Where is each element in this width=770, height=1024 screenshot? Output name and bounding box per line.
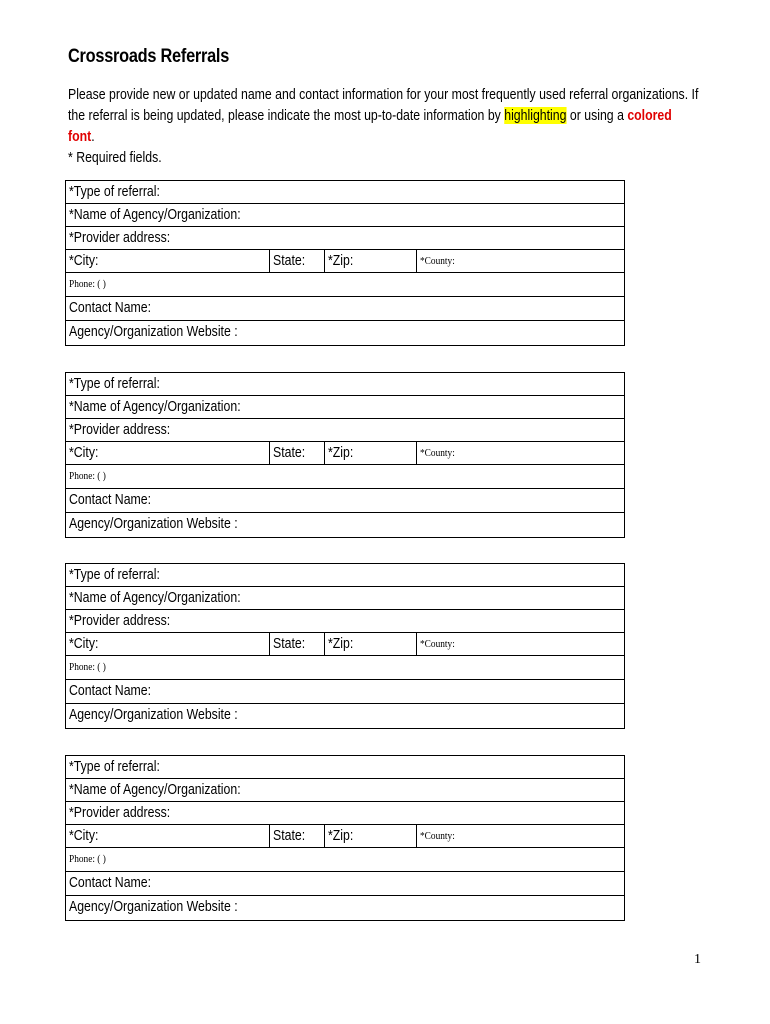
county-field[interactable] <box>416 825 624 847</box>
agency-name-label: *Name of Agency/Organization: <box>69 589 241 606</box>
website-label: Agency/Organization Website : <box>69 323 238 340</box>
county-field[interactable] <box>416 250 624 272</box>
contact-name-label: Contact Name: <box>69 491 152 508</box>
agency-name-row[interactable] <box>66 587 624 610</box>
phone-label: Phone: ( ) <box>69 853 106 865</box>
zip-field[interactable] <box>324 633 416 655</box>
provider-address-label: *Provider address: <box>69 612 171 629</box>
provider-address-label: *Provider address: <box>69 804 171 821</box>
agency-name-label: *Name of Agency/Organization: <box>69 206 241 223</box>
type-of-referral-label: *Type of referral: <box>69 566 160 583</box>
city-label: *City: <box>69 635 99 652</box>
city-label: *City: <box>69 444 99 461</box>
referral-entry-form <box>65 563 625 729</box>
type-of-referral-row[interactable] <box>66 181 624 204</box>
phone-row[interactable] <box>66 848 624 872</box>
instructions-line-2 <box>68 105 672 126</box>
contact-name-label: Contact Name: <box>69 682 152 699</box>
provider-address-row[interactable] <box>66 610 624 633</box>
state-field[interactable] <box>269 442 324 464</box>
county-label: *County: <box>420 255 455 267</box>
zip-label: *Zip: <box>328 444 354 461</box>
website-row[interactable] <box>66 704 624 728</box>
provider-address-label: *Provider address: <box>69 229 171 246</box>
state-label: State: <box>273 444 306 461</box>
state-label: State: <box>273 827 306 844</box>
agency-name-row[interactable] <box>66 396 624 419</box>
type-of-referral-row[interactable] <box>66 756 624 779</box>
colored-font-example-2: font <box>68 128 92 145</box>
city-field[interactable] <box>66 442 269 464</box>
city-field[interactable] <box>66 633 269 655</box>
contact-name-label: Contact Name: <box>69 874 152 891</box>
city-label: *City: <box>69 252 99 269</box>
instructions <box>68 84 699 168</box>
phone-label: Phone: ( ) <box>69 661 106 673</box>
contact-name-row[interactable] <box>66 489 624 513</box>
website-label: Agency/Organization Website : <box>69 706 238 723</box>
website-row[interactable] <box>66 321 624 345</box>
state-label: State: <box>273 635 306 652</box>
city-state-zip-row <box>66 633 624 656</box>
provider-address-label: *Provider address: <box>69 421 171 438</box>
type-of-referral-row[interactable] <box>66 564 624 587</box>
highlighting-example: highlighting <box>504 107 567 124</box>
city-field[interactable] <box>66 250 269 272</box>
state-field[interactable] <box>269 633 324 655</box>
county-label: *County: <box>420 638 455 650</box>
county-field[interactable] <box>416 633 624 655</box>
referral-entry-form <box>65 372 625 538</box>
instructions-line-1: Please provide new or updated name and contact information for your most frequently used referral organizations. If <box>68 86 699 103</box>
agency-name-label: *Name of Agency/Organization: <box>69 398 241 415</box>
agency-name-row[interactable] <box>66 779 624 802</box>
phone-label: Phone: ( ) <box>69 278 106 290</box>
zip-field[interactable] <box>324 442 416 464</box>
page-number: 1 <box>694 952 701 967</box>
website-label: Agency/Organization Website : <box>69 898 238 915</box>
phone-label: Phone: ( ) <box>69 470 106 482</box>
contact-name-row[interactable] <box>66 872 624 896</box>
instructions-line-3 <box>68 126 658 147</box>
contact-name-row[interactable] <box>66 297 624 321</box>
website-row[interactable] <box>66 513 624 537</box>
phone-row[interactable] <box>66 656 624 680</box>
agency-name-row[interactable] <box>66 204 624 227</box>
type-of-referral-label: *Type of referral: <box>69 758 160 775</box>
state-field[interactable] <box>269 825 324 847</box>
city-state-zip-row <box>66 442 624 465</box>
contact-name-label: Contact Name: <box>69 299 152 316</box>
page-title: Crossroads Referrals <box>68 46 230 67</box>
contact-name-row[interactable] <box>66 680 624 704</box>
zip-field[interactable] <box>324 250 416 272</box>
type-of-referral-row[interactable] <box>66 373 624 396</box>
city-label: *City: <box>69 827 99 844</box>
city-state-zip-row <box>66 250 624 273</box>
county-label: *County: <box>420 447 455 459</box>
required-fields-note: * Required fields. <box>68 149 162 166</box>
colored-font-example: colored <box>627 107 672 124</box>
county-label: *County: <box>420 830 455 842</box>
website-label: Agency/Organization Website : <box>69 515 238 532</box>
phone-row[interactable] <box>66 273 624 297</box>
type-of-referral-label: *Type of referral: <box>69 183 160 200</box>
county-field[interactable] <box>416 442 624 464</box>
instructions-text: . <box>91 128 95 145</box>
provider-address-row[interactable] <box>66 802 624 825</box>
state-field[interactable] <box>269 250 324 272</box>
website-row[interactable] <box>66 896 624 920</box>
zip-label: *Zip: <box>328 827 354 844</box>
instructions-text: the referral is being updated, please indicate the most up-to-date information by <box>68 107 505 124</box>
provider-address-row[interactable] <box>66 419 624 442</box>
agency-name-label: *Name of Agency/Organization: <box>69 781 241 798</box>
provider-address-row[interactable] <box>66 227 624 250</box>
zip-label: *Zip: <box>328 635 354 652</box>
zip-label: *Zip: <box>328 252 354 269</box>
phone-row[interactable] <box>66 465 624 489</box>
zip-field[interactable] <box>324 825 416 847</box>
state-label: State: <box>273 252 306 269</box>
city-field[interactable] <box>66 825 269 847</box>
referral-entry-form <box>65 180 625 346</box>
type-of-referral-label: *Type of referral: <box>69 375 160 392</box>
city-state-zip-row <box>66 825 624 848</box>
referral-entry-form <box>65 755 625 921</box>
instructions-text: or using a <box>566 107 628 124</box>
